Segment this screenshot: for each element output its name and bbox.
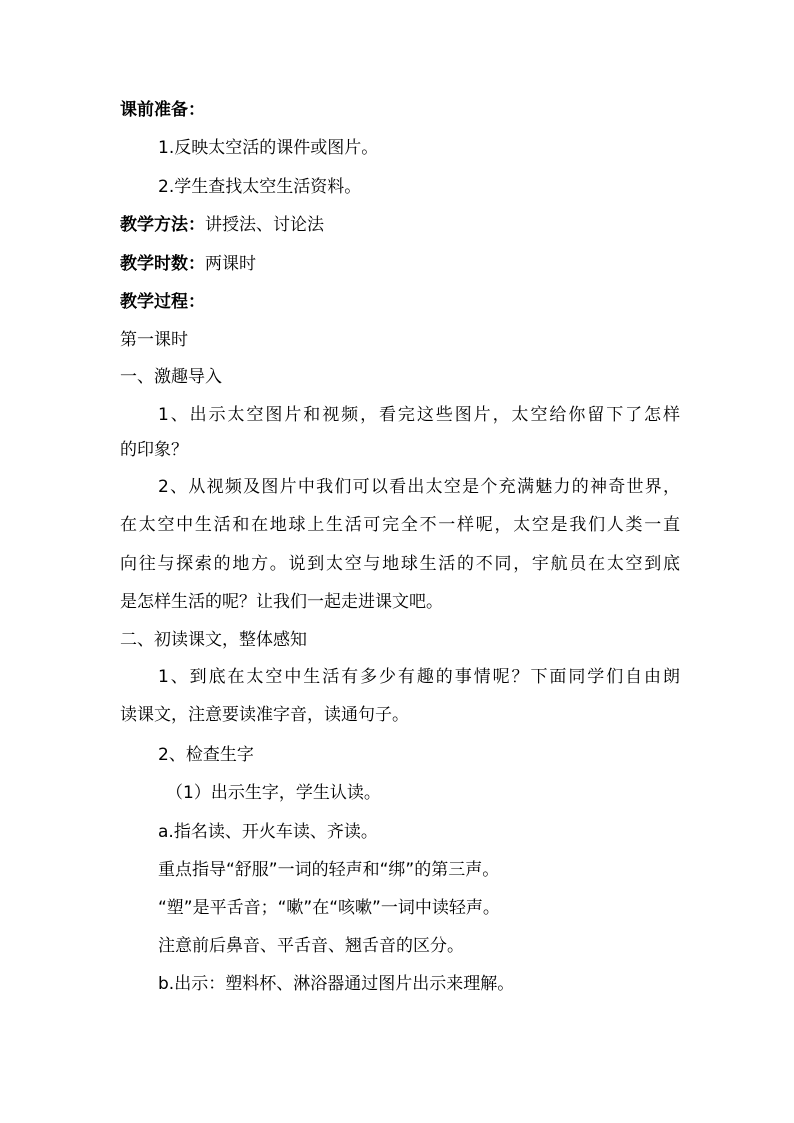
paragraph-3-line-1: 1、到底在太空中生活有多少有趣的事情呢？下面同学们自由朗: [158, 667, 680, 687]
check-characters-title: 2、检查生字: [158, 745, 254, 765]
section-one-title: 一、激趣导入: [120, 367, 222, 387]
hours-value: 两课时: [205, 254, 256, 274]
prep-item-2: 2.学生查找太空生活资料。: [158, 177, 362, 197]
note-2: “塑”是平舌音；“嗽”在“咳嗽”一词中读轻声。: [158, 898, 500, 918]
paragraph-1-line-1: 1、出示太空图片和视频，看完这些图片，太空给你留下了怎样: [158, 405, 680, 425]
paragraph-1-line-2: 的印象？: [120, 440, 188, 460]
step-a: a.指名读、开火车读、齐读。: [158, 822, 378, 842]
hours-label: 教学时数：: [120, 254, 205, 274]
heading-process: [120, 291, 680, 313]
hours-line: [120, 253, 680, 275]
paragraph-2-line-3: 向往与探索的地方。说到太空与地球生活的不同，宇航员在太空到底: [120, 554, 680, 574]
heading-prep: [120, 99, 680, 121]
step-one: （1）出示生字，学生认读。: [166, 783, 381, 803]
heading-process-label: 教学过程：: [120, 292, 205, 312]
method-value: 讲授法、讨论法: [205, 215, 324, 235]
paragraph-2-line-1: 2、从视频及图片中我们可以看出太空是个充满魅力的神奇世界，: [158, 477, 680, 497]
paragraph-3-line-2: 读课文，注意要读准字音，读通句子。: [120, 705, 409, 725]
prep-item-1: 1.反映太空活的课件或图片。: [158, 138, 379, 158]
heading-prep-label: 课前准备：: [120, 100, 205, 120]
method-line: [120, 214, 680, 236]
lesson-one-title: 第一课时: [120, 330, 188, 350]
note-1: 重点指导“舒服”一词的轻声和“绑”的第三声。: [158, 860, 500, 880]
paragraph-2-line-4: 是怎样生活的呢？让我们一起走进课文吧。: [120, 592, 443, 612]
paragraph-2-line-2: 在太空中生活和在地球上生活可完全不一样呢，太空是我们人类一直: [120, 515, 680, 535]
section-two-title: 二、初读课文，整体感知: [120, 630, 307, 650]
method-label: 教学方法：: [120, 215, 205, 235]
step-b: b.出示：塑料杯、淋浴器通过图片出示来理解。: [158, 974, 515, 994]
note-3: 注意前后鼻音、平舌音、翘舌音的区分。: [158, 936, 464, 956]
